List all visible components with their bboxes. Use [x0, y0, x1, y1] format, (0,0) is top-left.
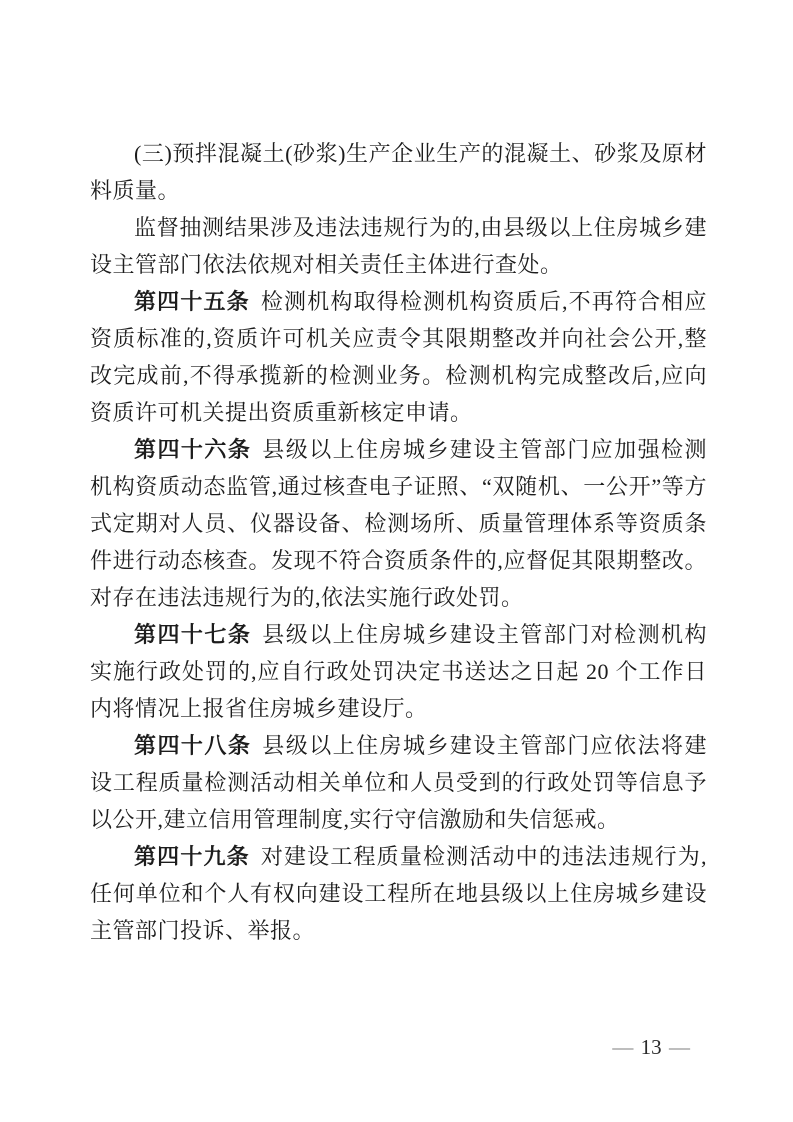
page-number: 13: [640, 1035, 662, 1059]
document-content: [90, 135, 707, 949]
article-number-46: 第四十六条: [134, 437, 252, 462]
paragraph-text: 对建设工程质量检测活动中的违法违规行为,任何单位和个人有权向建设工程所在地县级以上住房城乡建设主管部门投诉、举报。: [90, 844, 707, 943]
paragraph: [90, 283, 707, 431]
page-footer: [612, 1033, 690, 1061]
footer-dash-right: —: [669, 1035, 690, 1059]
paragraph: [90, 431, 707, 616]
paragraph-text: 县级以上住房城乡建设主管部门应依法将建设工程质量检测活动相关单位和人员受到的行政处罚等信息予以公开,建立信用管理制度,实行守信激励和失信惩戒。: [90, 733, 707, 832]
article-number-47: 第四十七条: [134, 622, 252, 647]
paragraph-text: 监督抽测结果涉及违法违规行为的,由县级以上住房城乡建设主管部门依法依规对相关责任主体进行查处。: [90, 215, 707, 277]
article-number-48: 第四十八条: [134, 733, 252, 758]
paragraph: [90, 135, 707, 209]
paragraph: [90, 209, 707, 283]
paragraph-text: 县级以上住房城乡建设主管部门对检测机构实施行政处罚的,应自行政处罚决定书送达之日起 20 个工作日内将情况上报省住房城乡建设厅。: [90, 622, 707, 721]
paragraph: [90, 838, 707, 949]
paragraph-text: (三)预拌混凝土(砂浆)生产企业生产的混凝土、砂浆及原材料质量。: [90, 141, 707, 203]
paragraph: [90, 616, 707, 727]
paragraph-text: 检测机构取得检测机构资质后,不再符合相应资质标准的,资质许可机关应责令其限期整改并向社会公开,整改完成前,不得承揽新的检测业务。检测机构完成整改后,应向资质许可机关提出资质重新核定申请。: [90, 289, 707, 425]
paragraph-text: 县级以上住房城乡建设主管部门应加强检测机构资质动态监管,通过核查电子证照、“双随机、一公开”等方式定期对人员、仪器设备、检测场所、质量管理体系等资质条件进行动态核查。发现不符合资质条件的,应督促其限期整改。对存在违法违规行为的,依法实施行政处罚。: [90, 437, 707, 610]
article-number-49: 第四十九条: [134, 844, 250, 869]
footer-dash-left: —: [612, 1035, 634, 1059]
article-number-45: 第四十五条: [134, 289, 250, 314]
paragraph: [90, 727, 707, 838]
